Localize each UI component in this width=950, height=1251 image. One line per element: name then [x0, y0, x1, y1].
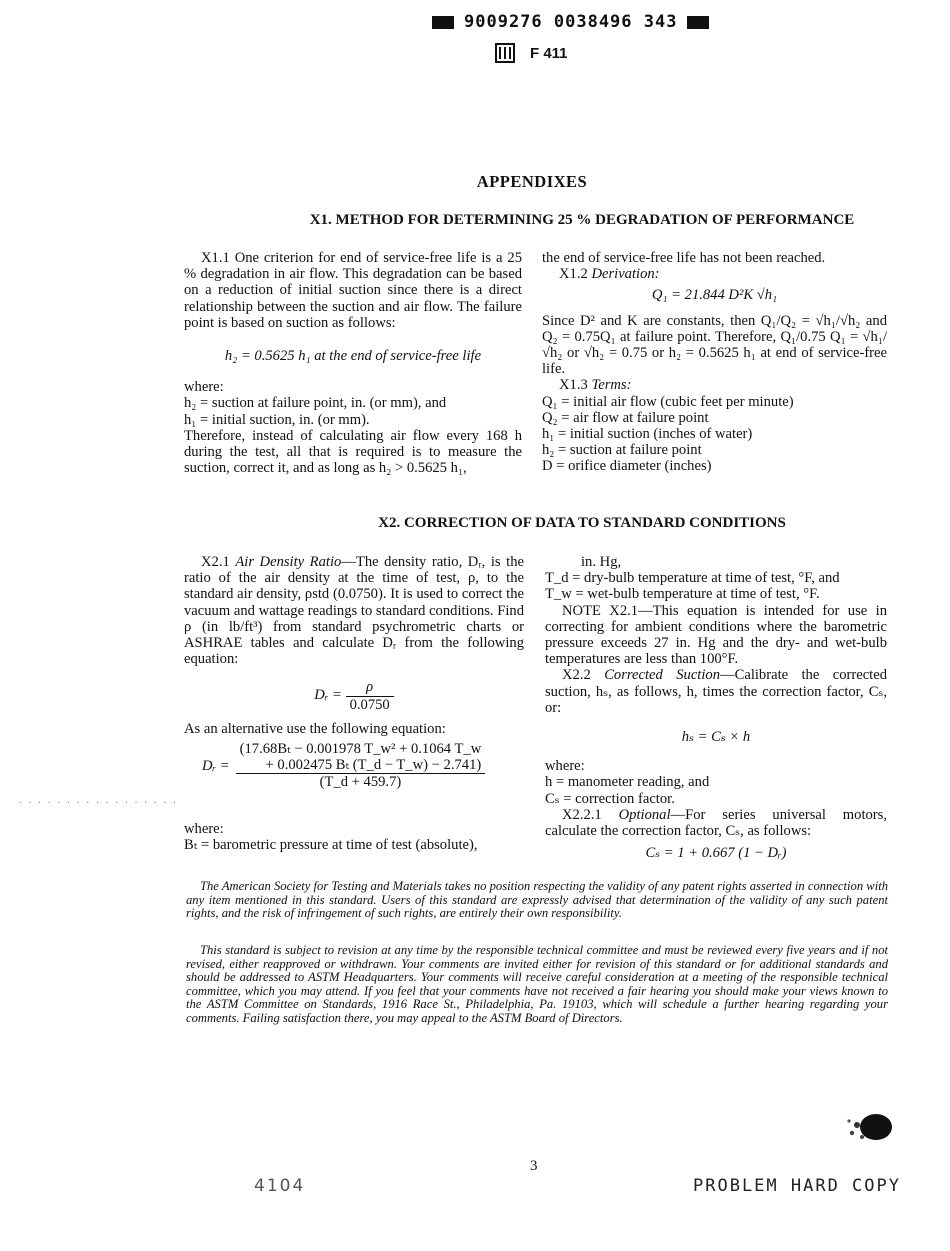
x2-2-title: Corrected Suction: [604, 667, 721, 684]
x1-2-heading: [542, 266, 887, 282]
x2-note-1: NOTE X2.1—This equation is intended for use in correcting for ambient conditions where the barometric pressure exceeds 27 in. Hg and the dry- and wet-bulb temperatures are less than 100°F.: [545, 602, 887, 668]
x2-definition-bt: Bₜ = barometric pressure at time of test (absolute),: [184, 836, 478, 853]
term-h1: h₁ = initial suction (inches of water): [542, 426, 753, 443]
term-d: D = orifice diameter (inches): [542, 458, 712, 475]
patent-notice: [186, 880, 888, 921]
x2-2-1-text: —For series universal motors, calculate the correction factor, Cₛ, as follows:: [545, 806, 887, 840]
x1-left-column: [184, 250, 522, 476]
x2-1-text: —The density ratio, Dᵣ, is the ratio of the air density at the time of test, ρ, to the standard air density, ρstd (0.0750). It is used to correct the vacuum and wattage readings to standard conditions. Find ρ (in lb/ft³) from standard psychrometric charts or ASHRAE tables and calculate Dᵣ from the following equation:: [184, 554, 524, 668]
x2-definition-h: h = manometer reading, and: [545, 774, 710, 791]
x1-3-heading: [542, 377, 887, 393]
x1-2-title: Derivation:: [591, 266, 660, 283]
barcode: [432, 12, 709, 32]
x1-definition-h2: h₂ = suction at failure point, in. (or mm), and: [184, 395, 447, 412]
x1-where: where:: [184, 379, 224, 396]
x2-equation-2: [202, 741, 524, 791]
handwritten-number: 4104: [254, 1176, 306, 1196]
x2-eq2-line2: + 0.002475 Bₜ (T_d − T_w) − 2.741): [236, 757, 486, 774]
scan-noise-left: · · · · · · · · · · · · · · · · ·: [18, 798, 177, 807]
scan-blot-icon: [843, 1107, 895, 1147]
x1-definition-h1: h₁ = initial suction, in. (or mm).: [184, 411, 370, 428]
designation: F 411: [530, 44, 568, 62]
x1-paragraph-2: Therefore, instead of calculating air flow every 168 h during the test, all that is required is to measure the suction, correct it, and as long as h₂ > 0.5625 h₁,: [184, 427, 522, 477]
x2-right-column: [545, 554, 887, 861]
x2-equation-3: hₛ = Cₛ × h: [681, 729, 751, 746]
x2-eq1-numerator: ρ: [346, 679, 394, 696]
term-q2: Q₂ = air flow at failure point: [542, 409, 709, 426]
x2-where-2: where:: [545, 758, 585, 775]
x1-paragraph-1: X1.1 One criterion for end of service-free life is a 25 % degradation in air flow. This degradation can be based on a reduction of initial suction since there is a direct relationship between the suction and air flow. The failure point is based on suction as follows:: [184, 250, 522, 331]
x2-definition-td: T_d = dry-bulb temperature at time of test, °F, and: [545, 570, 840, 587]
x2-1-paragraph: [184, 554, 524, 667]
x2-equation-4: Cₛ = 1 + 0.667 (1 − Dᵣ): [645, 845, 787, 862]
x1-paragraph-4: Since D² and K are constants, then Q₁/Q₂ = √h₁/√h₂ and Q₂ = 0.75Q₁ at failure point. Therefore, Q₁/0.75 Q₁ = √h₁/√h₂ or √h₂ = 0.75 or h₂ = 0.5625 h₁ at end of service-free life.: [542, 312, 887, 378]
x2-2-1-label: X2.2.1: [562, 806, 602, 823]
x2-eq2-denominator: (T_d + 459.7): [319, 774, 402, 791]
x2-definition-tw: T_w = wet-bulb temperature at time of test, °F.: [545, 586, 820, 603]
barcode-block-left: [432, 16, 454, 29]
x2-eq1-denominator: 0.0750: [349, 696, 390, 713]
x2-left-column: [184, 554, 524, 853]
x1-equation-1: h₂ = 0.5625 h₁ at the end of service-free life: [224, 348, 482, 365]
x2-2-1-title: Optional: [618, 806, 671, 823]
x2-where: where:: [184, 820, 224, 837]
x2-2-paragraph: [545, 667, 887, 716]
x2-2-text: —Calibrate the corrected suction, hₛ, as follows, h, times the correction factor, Cₛ, or:: [545, 667, 887, 716]
document-header: [494, 42, 568, 64]
x1-3-title: Terms:: [591, 377, 632, 394]
x2-2-1-paragraph: [545, 807, 887, 839]
x1-2-label: X1.2: [559, 266, 588, 283]
term-h2: h₂ = suction at failure point: [542, 442, 702, 459]
x2-title: X2. CORRECTION OF DATA TO STANDARD CONDITIONS: [378, 515, 786, 531]
revision-notice-text: This standard is subject to revision at any time by the responsible technical committee and must be reviewed every five years and if not revised, either reapproved or withdrawn. Your comments are invited either for revision of this standard or for additional standards and should be addressed to ASTM Headquarters. Your comments will receive careful consideration at a meeting of the responsible technical committee, which you may attend. If you feel that your comments have not received a fair hearing you should make your views known to the ASTM Committee on Standards, 1916 Race St., Philadelphia, Pa. 19103, which will schedule a further hearing regarding your comments. Failing satisfaction there, you may appeal to the ASTM Board of Directors.: [186, 943, 888, 1025]
x2-1-title: Air Density Ratio: [235, 554, 342, 570]
appendixes-title: APPENDIXES: [476, 172, 588, 191]
x2-2-label: X2.2: [562, 667, 591, 684]
x2-eq2-fraction: [236, 741, 486, 791]
x1-right-column: [542, 250, 887, 475]
barcode-block-right: [687, 16, 709, 29]
patent-notice-text: The American Society for Testing and Materials takes no position respecting the validity of any patent rights asserted in connection with any item mentioned in this standard. Users of this standard are expressly advised that determination of the validity of any such patent rights, and the risk of infringement of such rights, are entirely their own responsibility.: [186, 879, 888, 921]
x1-equation-2: Q₁ = 21.844 D²K √h₁: [651, 287, 778, 304]
x2-definition-cs: Cₛ = correction factor.: [545, 790, 675, 807]
x2-eq1-fraction: [346, 679, 394, 712]
problem-hard-copy-stamp: PROBLEM HARD COPY: [693, 1176, 901, 1196]
x2-definition-bt-cont: in. Hg,: [581, 554, 622, 570]
x1-3-label: X1.3: [559, 377, 588, 394]
term-q1: Q₁ = initial air flow (cubic feet per minute): [542, 393, 794, 410]
x2-eq2-line1: (17.68Bₜ − 0.001978 T_w² + 0.1064 T_w: [239, 741, 482, 758]
x2-eq1-lhs: Dᵣ =: [314, 687, 342, 704]
page-number: 3: [530, 1158, 538, 1174]
x2-eq2-lhs: Dᵣ =: [202, 757, 230, 774]
revision-notice: [186, 944, 888, 1026]
x2-equation-1: [184, 679, 524, 712]
x2-alternative: As an alternative use the following equation:: [184, 720, 446, 737]
x2-1-label: X2.1: [201, 554, 230, 570]
barcode-text: 9009276 0038496 343: [464, 12, 678, 32]
x1-paragraph-3: the end of service-free life has not been reached.: [542, 250, 826, 266]
x1-title: X1. METHOD FOR DETERMINING 25 % DEGRADATION OF PERFORMANCE: [309, 212, 855, 228]
astm-logo-icon: [494, 42, 516, 64]
